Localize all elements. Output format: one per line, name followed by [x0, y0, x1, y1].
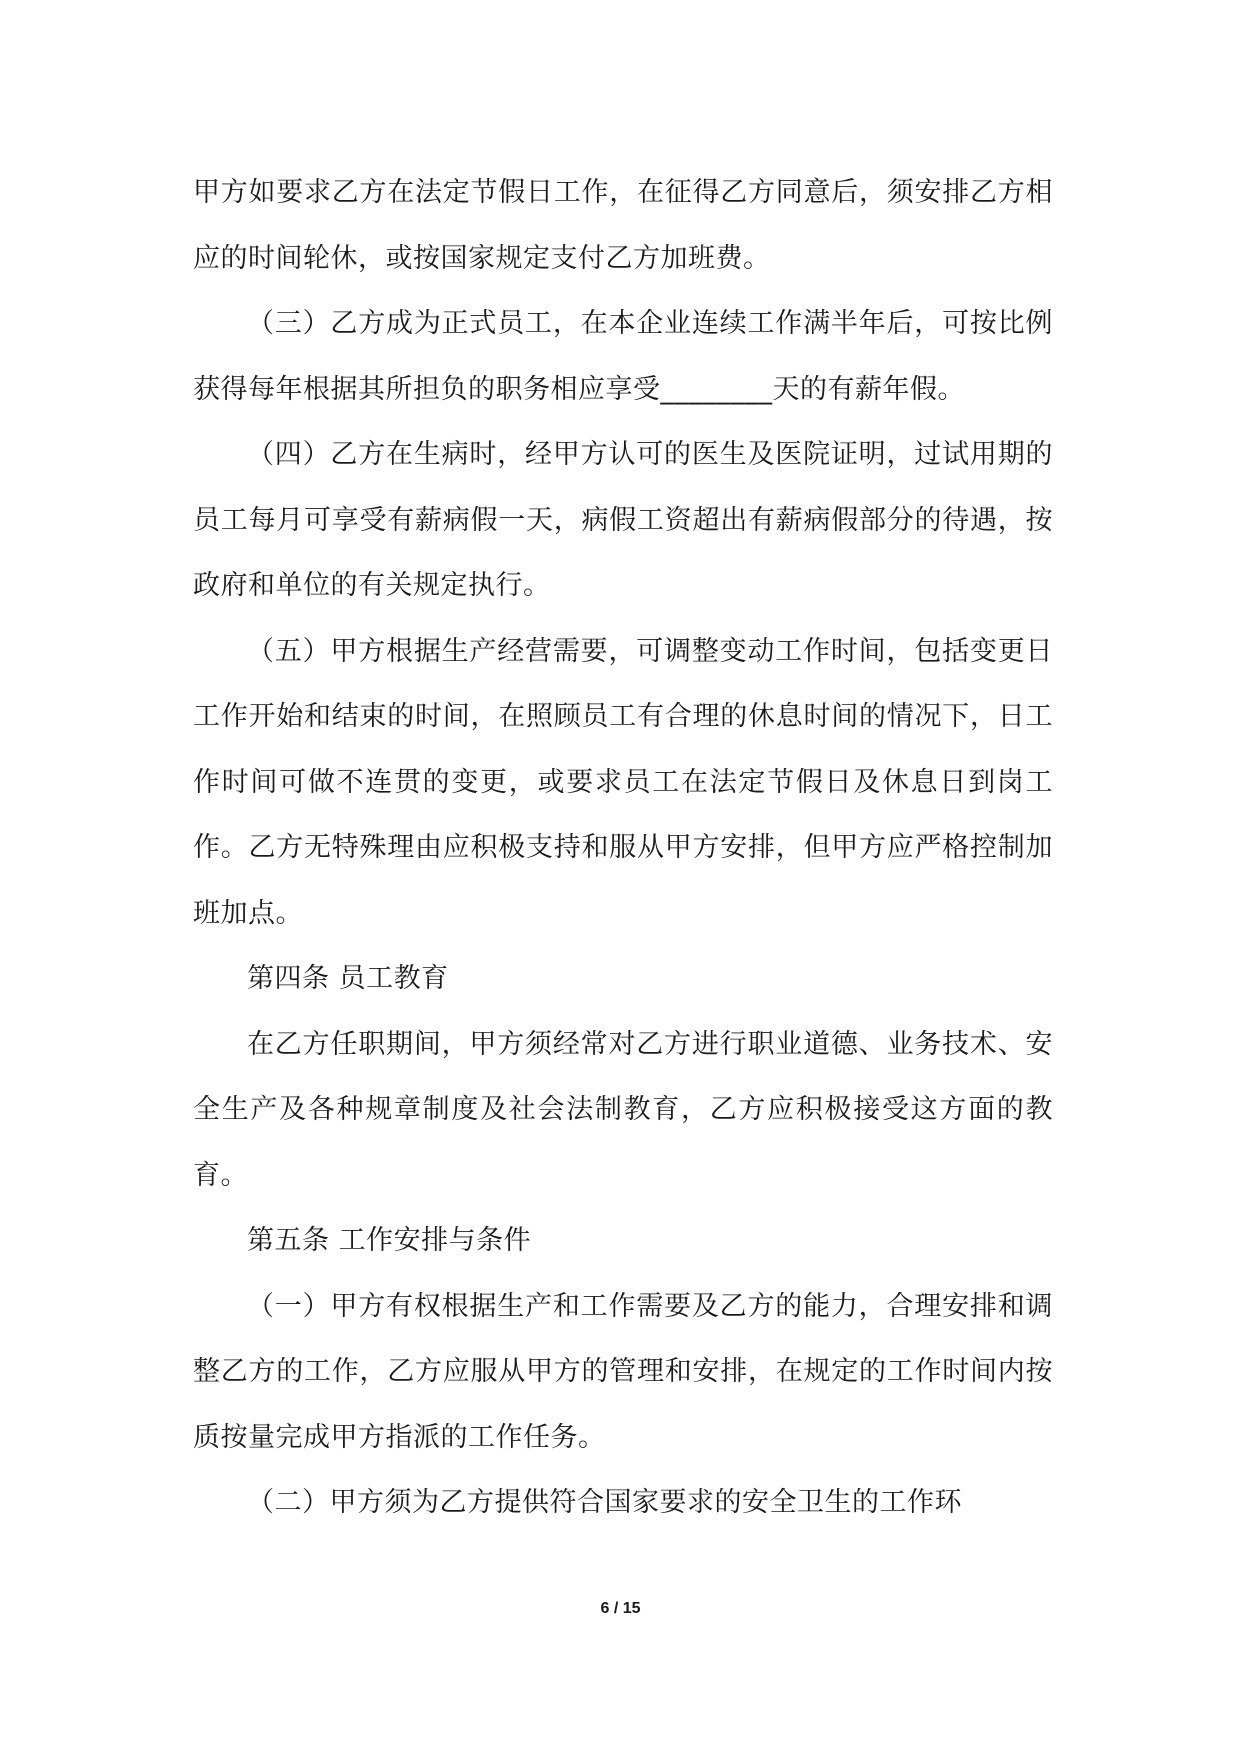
paragraph-work-assignment: （一）甲方有权根据生产和工作需要及乙方的能力，合理安排和调整乙方的工作，乙方应服从甲方的管理和安排，在规定的工作时间内按质按量完成甲方指派的工作任务。: [193, 1290, 1053, 1453]
paragraph-education: 在乙方任职期间，甲方须经常对乙方进行职业道德、业务技术、安全生产及各种规章制度及社会法制教育，乙方应积极接受这方面的教育。: [193, 1028, 1053, 1191]
page-number: 6 / 15: [600, 1600, 641, 1617]
paragraph-sick-leave: （四）乙方在生病时，经甲方认可的医生及医院证明，过试用期的员工每月可享受有薪病假一天，病假工资超出有薪病假部分的待遇，按政府和单位的有关规定执行。: [193, 439, 1053, 601]
section-heading-employee-education: 第四条 员工教育: [247, 963, 449, 994]
document-body: [193, 160, 1053, 1536]
paragraph-annual-leave: （三）乙方成为正式员工，在本企业连续工作满半年后，可按比例获得每年根据其所担负的职务相应享受________天的有薪年假。: [193, 308, 1053, 405]
section-heading-work-arrangement: 第五条 工作安排与条件: [247, 1225, 532, 1256]
paragraph-work-environment: （二）甲方须为乙方提供符合国家要求的安全卫生的工作环: [247, 1487, 962, 1518]
paragraph-holiday-work: 甲方如要求乙方在法定节假日工作，在征得乙方同意后，须安排乙方相应的时间轮休，或按国家规定支付乙方加班费。: [193, 177, 1053, 274]
paragraph-work-time-adjustment: （五）甲方根据生产经营需要，可调整变动工作时间，包括变更日工作开始和结束的时间，在照顾员工有合理的休息时间的情况下，日工作时间可做不连贯的变更，或要求员工在法定节假日及休息日到岗工作。乙方无特殊理由应积极支持和服从甲方安排，但甲方应严格控制加班加点。: [193, 635, 1053, 929]
